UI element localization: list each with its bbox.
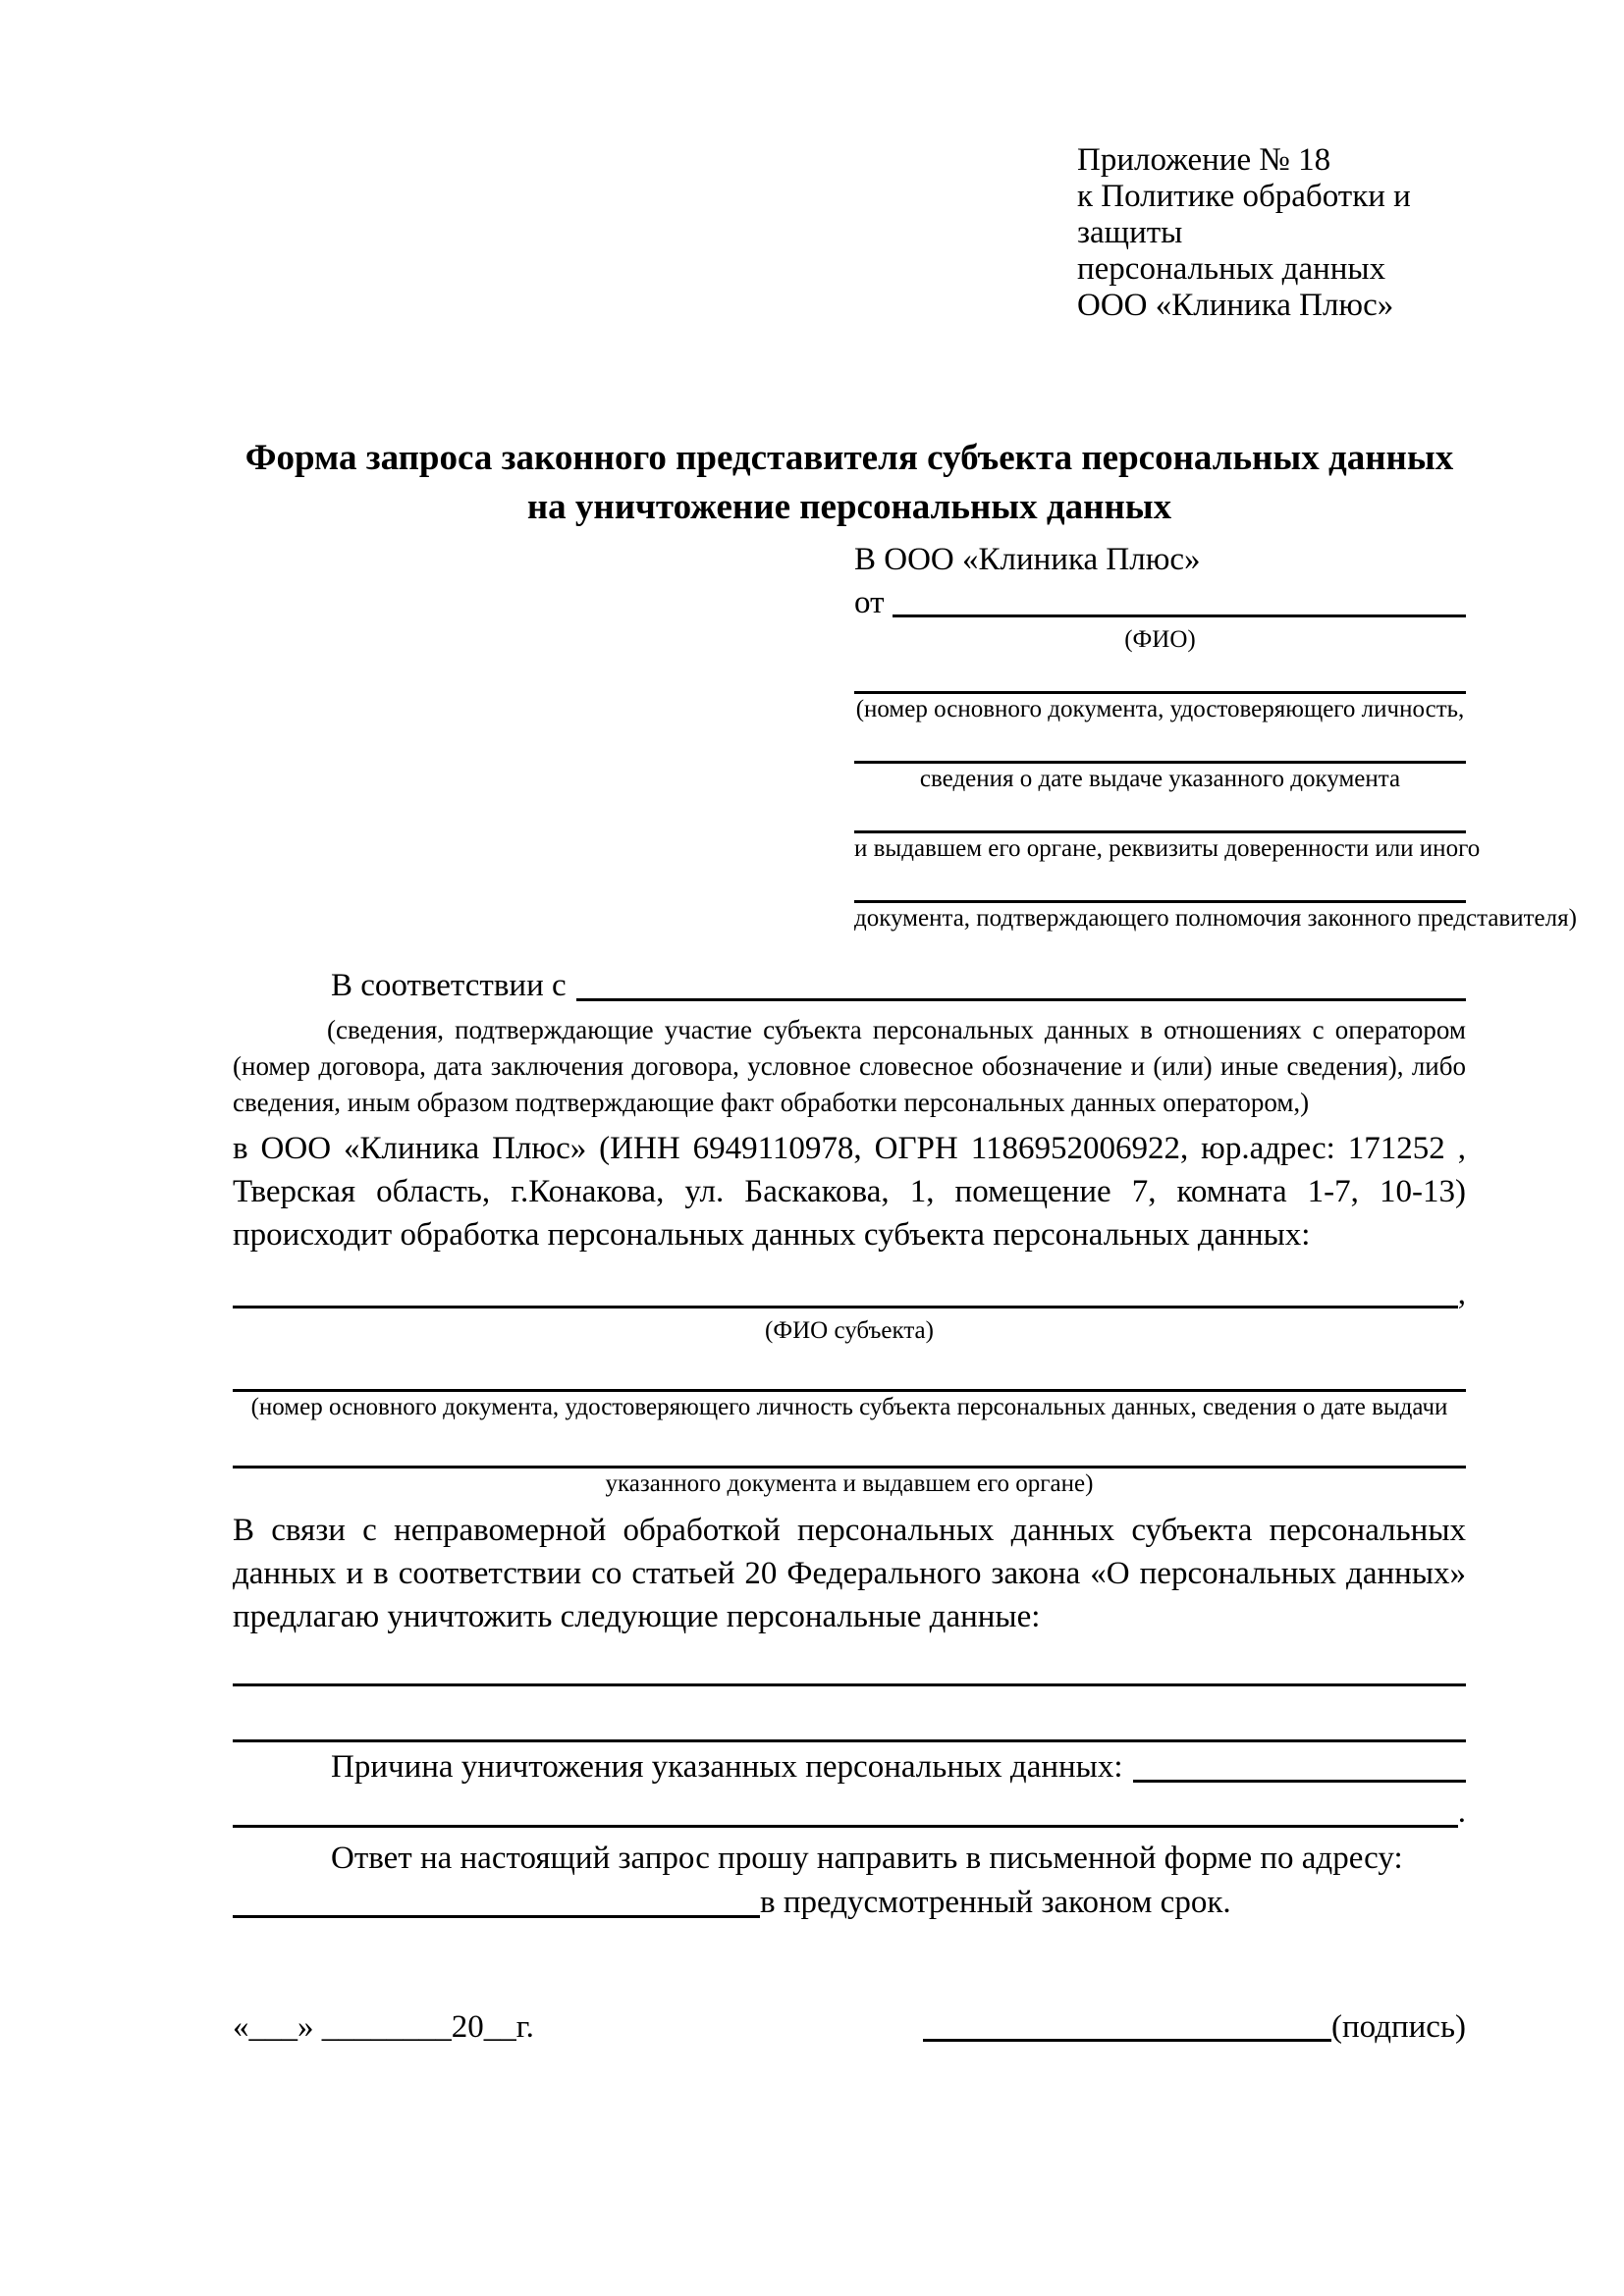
form-title-line2: на уничтожение персональных данных <box>526 487 1172 527</box>
doc-number-caption: (номер основного документа, удостоверяющего личность, <box>855 696 1465 722</box>
from-label: от <box>854 585 885 620</box>
reply-address-row <box>233 1880 1466 1925</box>
reply-paragraph: Ответ на настоящий запрос прошу направить в письменной форме по адресу: <box>331 1841 1403 1876</box>
form-title <box>233 434 1466 532</box>
operator-paragraph: в ООО «Клиника Плюс» (ИНН 6949110978, ОГРН 1186952006922, юр.адрес: 171252 , Тверская область, г.Конакова, ул. Баскакова, 1, помещение 7, комната 1-7, 10-13) происходит обработка персональных данных субъекта персональных данных: <box>233 1131 1466 1253</box>
subject-trailing-comma: , <box>1457 1276 1466 1311</box>
appendix-line: ООО «Клиника Плюс» <box>1077 288 1394 323</box>
appendix-line: к Политике обработки и защиты <box>1077 179 1411 250</box>
signature-caption: (подпись) <box>1331 2009 1466 2045</box>
trailing-period: . <box>1457 1794 1466 1830</box>
reason-field-row <box>233 1744 1466 1789</box>
signature-block <box>923 2005 1466 2049</box>
appendix-line: персональных данных <box>1077 251 1386 287</box>
recipient-organization: В ООО «Клиника Плюс» <box>854 542 1201 577</box>
fio-caption: (ФИО) <box>1124 626 1196 653</box>
reply-address-blank-line <box>233 1914 760 1918</box>
subject-fio-blank-line <box>233 1305 1458 1308</box>
doc-authority-blank-line <box>854 794 1466 833</box>
from-blank-line <box>893 614 1467 617</box>
date-line: «___» ________20__г. <box>233 2009 534 2045</box>
reason-blank-line <box>1133 1779 1466 1783</box>
representative-doc-field <box>854 864 1577 934</box>
form-title-line1: Форма запроса законного представителя субъекта персональных данных <box>244 438 1454 478</box>
doc-issue-date-blank-line <box>854 724 1466 764</box>
according-fine-print: (сведения, подтверждающие участие субъекта персональных данных в отношениях с оператором (номер договора, дата заключения договора, условное словесное обозначение и (или) иные сведения), либо сведения, иным образом подтверждающие факт обработки персональных данных оператором,) <box>233 1015 1466 1117</box>
subject-doc-blank-line-1 <box>233 1346 1466 1392</box>
reply-tail-text: в предусмотренный законом срок. <box>760 1885 1231 1920</box>
footer-row <box>233 2005 1466 2049</box>
reason-label: Причина уничтожения указанных персональных данных: <box>331 1749 1123 1785</box>
subject-doc-blank-line-2 <box>233 1422 1466 1468</box>
from-field-row <box>854 581 1466 624</box>
subject-doc-caption-2: указанного документа и выдавшем его органе) <box>605 1470 1094 1497</box>
appendix-line: Приложение № 18 <box>1077 142 1331 178</box>
recipient-block <box>854 538 1577 934</box>
reason-blank-line-2 <box>233 1824 1458 1828</box>
according-label: В соответствии с <box>331 968 567 1003</box>
subject-fio-caption: (ФИО субъекта) <box>765 1317 934 1344</box>
subject-doc-caption-1: (номер основного документа, удостоверяющего личность субъекта персональных данных, сведения о дате выдачи <box>250 1394 1448 1420</box>
reason-continuation-row <box>233 1789 1466 1835</box>
representative-doc-field <box>854 724 1466 794</box>
doc-issue-date-caption: сведения о дате выдаче указанного документа <box>919 766 1401 792</box>
doc-powers-blank-line <box>854 864 1466 903</box>
destruction-paragraph: В связи с неправомерной обработкой персональных данных субъекта персональных данных и в соответствии со статьей 20 Федерального закона «О персональных данных» предлагаю уничтожить следующие персональные данные: <box>233 1513 1466 1634</box>
representative-doc-field <box>854 794 1481 864</box>
subject-fio-row <box>233 1272 1466 1315</box>
data-to-destroy-blank-line-1 <box>233 1638 1466 1686</box>
doc-powers-caption: документа, подтверждающего полномочия законного представителя) <box>854 905 1577 932</box>
doc-authority-caption: и выдавшем его органе, реквизиты доверенности или иного <box>854 835 1481 862</box>
data-to-destroy-blank-line-2 <box>233 1686 1466 1742</box>
according-field-row <box>233 963 1466 1008</box>
appendix-header <box>1077 142 1466 324</box>
signature-blank-line <box>923 2038 1331 2042</box>
page-content <box>233 0 1577 2049</box>
according-blank-line <box>576 997 1466 1001</box>
doc-number-blank-line <box>854 655 1466 694</box>
representative-doc-field <box>854 655 1466 724</box>
